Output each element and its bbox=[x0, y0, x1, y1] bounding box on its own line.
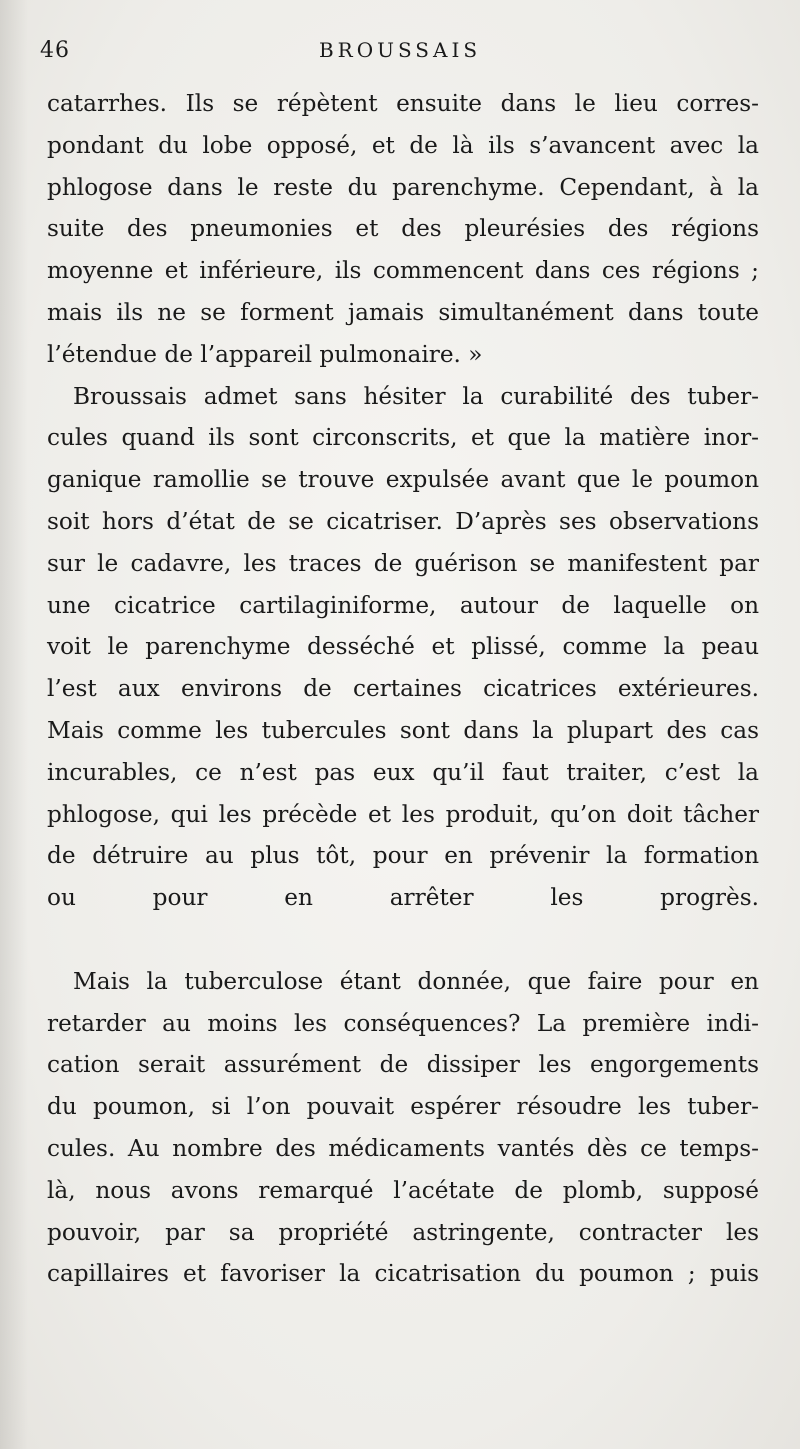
text-line: phlogose dans le reste du parenchyme. Cependant, à la bbox=[47, 173, 759, 201]
paragraph-1 bbox=[47, 83, 759, 376]
paragraph-3 bbox=[47, 961, 759, 1295]
text-line: ganique ramollie se trouve expulsée avant que le poumon bbox=[47, 466, 759, 494]
binding-shadow bbox=[0, 0, 28, 1449]
paragraph-2 bbox=[47, 376, 759, 961]
text-line: l’est aux environs de certaines cicatrices extérieures. bbox=[47, 675, 759, 703]
body-text bbox=[47, 83, 759, 1295]
text-line: de détruire au plus tôt, pour en prévenir la formation bbox=[47, 842, 759, 870]
running-head: BROUSSAIS bbox=[318, 38, 482, 62]
text-line: là, nous avons remarqué l’acétate de plomb, supposé bbox=[47, 1176, 759, 1204]
text-line: ou pour en arrêter les progrès. bbox=[47, 884, 759, 912]
text-line: pondant du lobe opposé, et de là ils s’avancent avec la bbox=[47, 131, 759, 159]
text-line bbox=[47, 919, 759, 961]
text-line: capillaires et favoriser la cicatrisation du poumon ; puis bbox=[47, 1260, 759, 1288]
text-line: Mais comme les tubercules sont dans la plupart des cas bbox=[47, 716, 759, 744]
text-line: Mais la tuberculose étant donnée, que faire pour en bbox=[73, 967, 759, 995]
page-header bbox=[40, 38, 760, 72]
text-line: du poumon, si l’on pouvait espérer résoudre les tuber- bbox=[47, 1093, 759, 1121]
page-number: 46 bbox=[40, 38, 70, 63]
text-line: moyenne et inférieure, ils commencent dans ces régions ; bbox=[47, 257, 759, 285]
text-line: mais ils ne se forment jamais simultanément dans toute bbox=[47, 298, 759, 326]
text-line: phlogose, qui les précède et les produit, qu’on doit tâcher bbox=[47, 800, 759, 828]
text-line: suite des pneumonies et des pleurésies des régions bbox=[47, 215, 759, 243]
text-line: soit hors d’état de se cicatriser. D’après ses observations bbox=[47, 507, 759, 535]
text-line: cules quand ils sont circonscrits, et que la matière inor- bbox=[47, 424, 759, 452]
text-line: Broussais admet sans hésiter la curabilité des tuber- bbox=[73, 382, 759, 410]
text-line: cation serait assurément de dissiper les engorgements bbox=[47, 1051, 759, 1079]
text-line: pouvoir, par sa propriété astringente, contracter les bbox=[47, 1218, 759, 1246]
text-line: incurables, ce n’est pas eux qu’il faut traiter, c’est la bbox=[47, 758, 759, 786]
text-line: voit le parenchyme desséché et plissé, comme la peau bbox=[47, 633, 759, 661]
text-line: cules. Au nombre des médicaments vantés dès ce temps- bbox=[47, 1134, 759, 1162]
text-line: retarder au moins les conséquences? La première indi- bbox=[47, 1009, 759, 1037]
text-line: sur le cadavre, les traces de guérison se manifestent par bbox=[47, 549, 759, 577]
text-line: catarrhes. Ils se répètent ensuite dans le lieu corres- bbox=[47, 90, 759, 117]
text-line: une cicatrice cartilaginiforme, autour de laquelle on bbox=[47, 591, 759, 619]
text-line: l’étendue de l’appareil pulmonaire. » bbox=[47, 340, 483, 368]
